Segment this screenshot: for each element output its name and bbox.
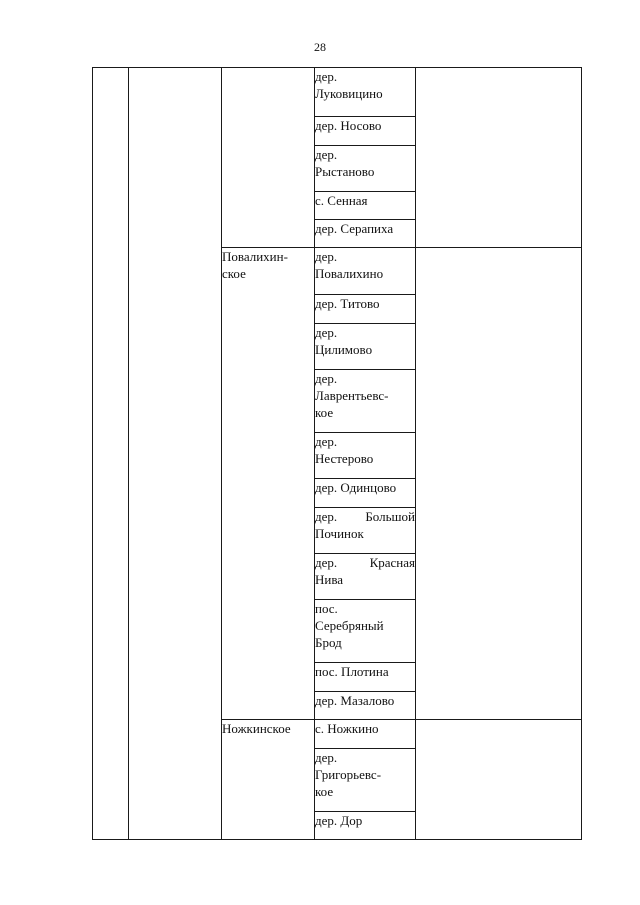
village-name-line: дер. Мазалово — [315, 693, 395, 708]
number-column-cell — [93, 68, 129, 840]
village-cell — [315, 663, 416, 692]
village-cell — [315, 324, 416, 370]
village-name-line: Серебряный — [315, 618, 384, 633]
village-name-line: Нива — [315, 572, 344, 587]
village-cell — [315, 370, 416, 433]
village-name-line: Григорьевс- — [315, 767, 382, 782]
village-name-line: Брод — [315, 635, 342, 650]
village-cell — [315, 749, 416, 812]
village-name-line: Рыстаново — [315, 164, 375, 179]
settlement-cell — [222, 68, 315, 248]
village-cell — [315, 68, 416, 117]
village-cell — [315, 692, 416, 720]
settlement-name-line: ское — [222, 266, 246, 281]
village-name-line: дер. — [315, 750, 338, 765]
table-row — [93, 68, 582, 117]
village-name-line: Лаврентьевс- — [315, 388, 389, 403]
settlement-name-line: Ножкинское — [222, 721, 291, 736]
village-name-line: кое — [315, 405, 334, 420]
village-cell — [315, 117, 416, 146]
village-name-line: пос. Плотина — [315, 664, 389, 679]
village-name-line: с. Ножкино — [315, 721, 379, 736]
settlements-table — [92, 67, 582, 840]
settlement-cell — [222, 720, 315, 840]
village-cell — [315, 220, 416, 248]
village-name-line: Луковицино — [315, 86, 383, 101]
village-name-line: дер. Большой — [315, 509, 415, 524]
notes-cell — [416, 720, 582, 840]
village-name-line: дер. Дор — [315, 813, 363, 828]
village-name-line: дер. Серапиха — [315, 221, 394, 236]
village-cell — [315, 554, 416, 600]
village-name-line: дер. Титово — [315, 296, 380, 311]
village-name-line: дер. — [315, 69, 338, 84]
village-name-line: Повалихино — [315, 266, 384, 281]
village-name-line: пос. — [315, 601, 338, 616]
village-cell — [315, 812, 416, 840]
notes-cell — [416, 68, 582, 248]
page-number: 28 — [314, 40, 326, 54]
village-cell — [315, 508, 416, 554]
notes-cell — [416, 248, 582, 720]
village-cell — [315, 720, 416, 749]
village-name-line: Цилимово — [315, 342, 373, 357]
village-name-line: дер. — [315, 249, 338, 264]
village-name-line: дер. Красная — [315, 555, 415, 570]
village-cell — [315, 479, 416, 508]
village-name-line: дер. Одинцово — [315, 480, 397, 495]
village-name-line: дер. — [315, 147, 338, 162]
village-name-line: дер. — [315, 371, 338, 386]
village-cell — [315, 192, 416, 220]
village-cell — [315, 146, 416, 192]
village-cell — [315, 600, 416, 663]
village-name-line: дер. — [315, 434, 338, 449]
district-column-cell — [129, 68, 222, 840]
village-name-line: кое — [315, 784, 334, 799]
village-name-line: с. Сенная — [315, 193, 368, 208]
village-name-line: Нестерово — [315, 451, 374, 466]
village-cell — [315, 248, 416, 295]
settlement-name-line: Повалихин- — [222, 249, 288, 264]
village-name-line: дер. — [315, 325, 338, 340]
village-cell — [315, 295, 416, 324]
village-cell — [315, 433, 416, 479]
village-name-line: Починок — [315, 526, 364, 541]
village-name-line: дер. Носово — [315, 118, 382, 133]
settlement-cell — [222, 248, 315, 720]
